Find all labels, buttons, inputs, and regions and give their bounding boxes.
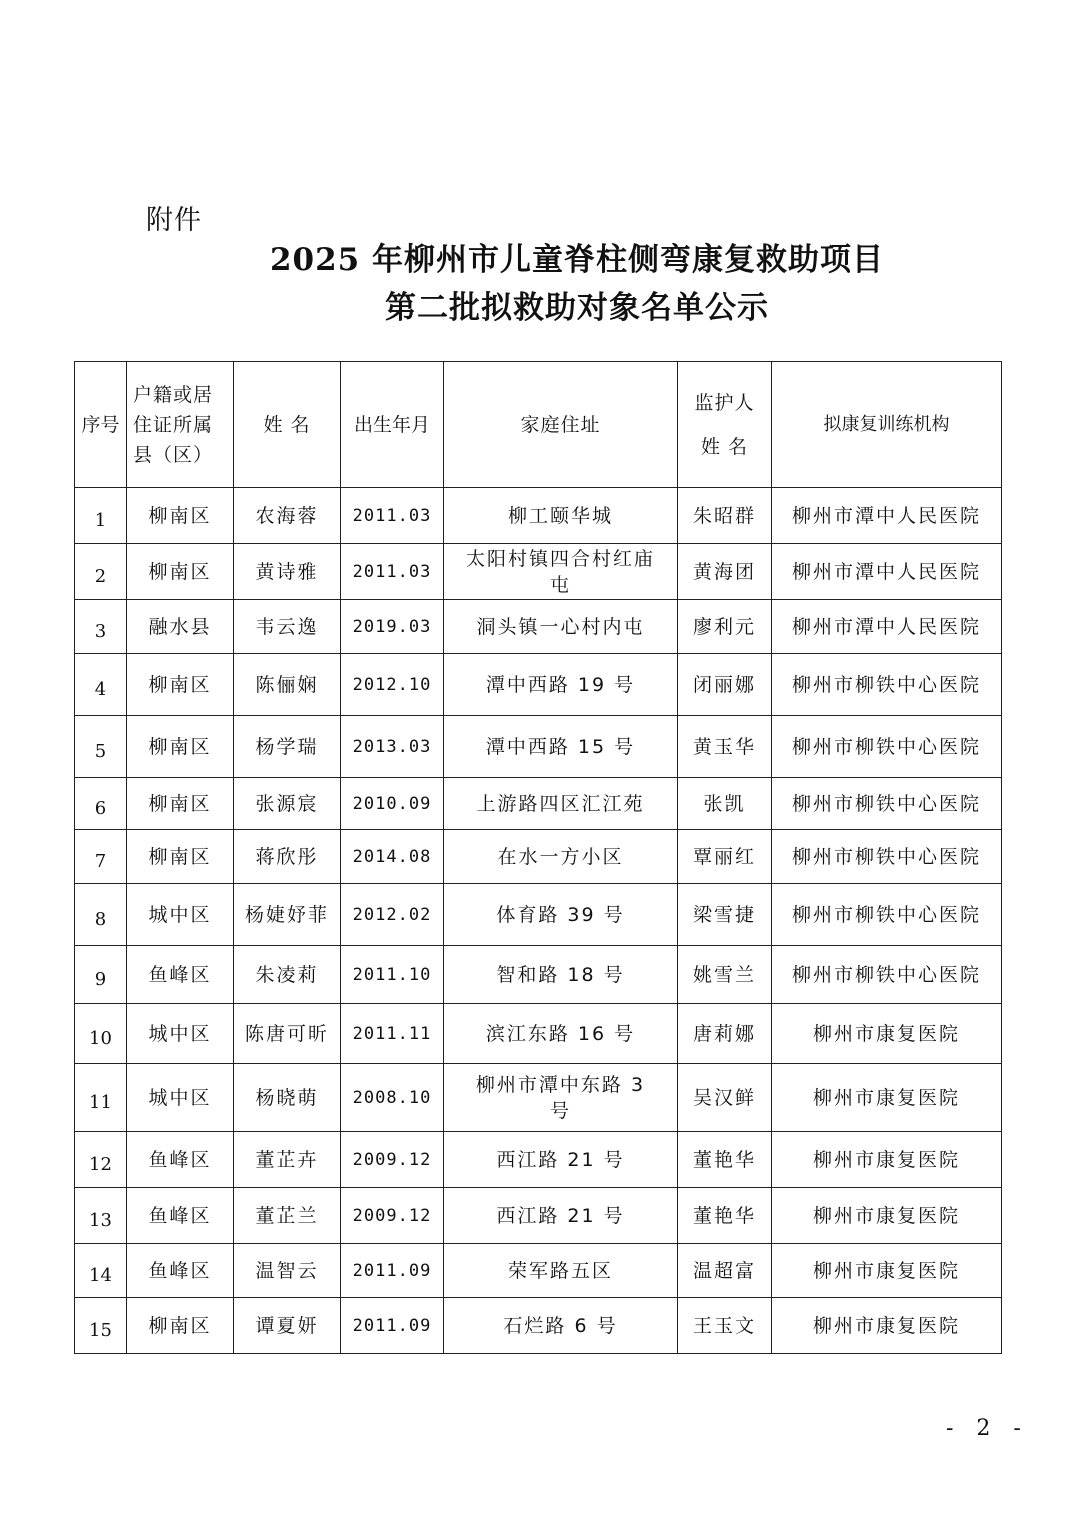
cell-name: 陈俪娴 [234,654,341,716]
cell-birth: 2012.10 [341,654,444,716]
cell-guardian: 张凯 [678,778,772,830]
cell-guardian: 董艳华 [678,1132,772,1188]
cell-county: 鱼峰区 [127,1244,234,1298]
cell-institution: 柳州市潭中人民医院 [772,600,1002,654]
cell-guardian: 闭丽娜 [678,654,772,716]
cell-index: 2 [75,544,127,600]
cell-address: 柳州市潭中东路 3 号 [444,1064,678,1132]
cell-birth: 2011.10 [341,946,444,1004]
cell-index: 9 [75,946,127,1004]
cell-index: 7 [75,830,127,884]
cell-name: 杨晓萌 [234,1064,341,1132]
cell-address: 柳工颐华城 [444,488,678,544]
cell-name: 董芷兰 [234,1188,341,1244]
header-index: 序号 [75,362,127,488]
header-birth: 出生年月 [341,362,444,488]
attachment-label: 附件 [146,205,202,236]
cell-name: 谭夏妍 [234,1298,341,1354]
cell-county: 融水县 [127,600,234,654]
cell-address: 西江路 21 号 [444,1188,678,1244]
cell-institution: 柳州市康复医院 [772,1004,1002,1064]
cell-county: 鱼峰区 [127,1132,234,1188]
table-row [75,1132,1002,1188]
table-row [75,544,1002,600]
cell-name: 农海蓉 [234,488,341,544]
title-line-1: 2025 年柳州市儿童脊柱侧弯康复救助项目 [269,242,885,278]
cell-guardian: 朱昭群 [678,488,772,544]
cell-address: 石烂路 6 号 [444,1298,678,1354]
cell-county: 柳南区 [127,654,234,716]
cell-index: 4 [75,654,127,716]
header-address: 家庭住址 [444,362,678,488]
cell-index: 5 [75,716,127,778]
cell-address: 太阳村镇四合村红庙屯 [444,544,678,600]
cell-birth: 2019.03 [341,600,444,654]
cell-institution: 柳州市康复医院 [772,1244,1002,1298]
cell-address: 荣军路五区 [444,1244,678,1298]
header-county: 户籍或居住证所属县（区） [127,362,234,488]
cell-county: 鱼峰区 [127,1188,234,1244]
cell-guardian: 董艳华 [678,1188,772,1244]
cell-county: 柳南区 [127,488,234,544]
cell-name: 张源宸 [234,778,341,830]
table-row [75,1188,1002,1244]
cell-birth: 2011.03 [341,488,444,544]
cell-institution: 柳州市潭中人民医院 [772,488,1002,544]
cell-guardian: 姚雪兰 [678,946,772,1004]
cell-index: 14 [75,1244,127,1298]
cell-address: 洞头镇一心村内屯 [444,600,678,654]
table-row [75,488,1002,544]
cell-index: 12 [75,1132,127,1188]
table-row [75,1298,1002,1354]
cell-institution: 柳州市潭中人民医院 [772,544,1002,600]
table-row [75,654,1002,716]
cell-institution: 柳州市柳铁中心医院 [772,654,1002,716]
cell-institution: 柳州市柳铁中心医院 [772,946,1002,1004]
cell-address: 在水一方小区 [444,830,678,884]
table-row [75,884,1002,946]
cell-address: 上游路四区汇江苑 [444,778,678,830]
cell-birth: 2012.02 [341,884,444,946]
cell-birth: 2013.03 [341,716,444,778]
cell-birth: 2009.12 [341,1188,444,1244]
cell-index: 3 [75,600,127,654]
cell-name: 董芷卉 [234,1132,341,1188]
table-row [75,830,1002,884]
table-row [75,1064,1002,1132]
cell-name: 杨婕妤菲 [234,884,341,946]
cell-address: 潭中西路 19 号 [444,654,678,716]
cell-county: 柳南区 [127,778,234,830]
cell-county: 柳南区 [127,1298,234,1354]
cell-guardian: 吴汉鲜 [678,1064,772,1132]
cell-birth: 2010.09 [341,778,444,830]
table-row [75,716,1002,778]
cell-institution: 柳州市柳铁中心医院 [772,830,1002,884]
cell-guardian: 唐莉娜 [678,1004,772,1064]
cell-index: 8 [75,884,127,946]
cell-guardian: 黄海团 [678,544,772,600]
cell-county: 鱼峰区 [127,946,234,1004]
cell-guardian: 王玉文 [678,1298,772,1354]
table-row [75,600,1002,654]
cell-institution: 柳州市康复医院 [772,1064,1002,1132]
header-institution: 拟康复训练机构 [772,362,1002,488]
cell-birth: 2011.09 [341,1244,444,1298]
cell-name: 陈唐可昕 [234,1004,341,1064]
cell-birth: 2009.12 [341,1132,444,1188]
page-number: - 2 - [946,1416,1029,1441]
cell-birth: 2011.11 [341,1004,444,1064]
cell-index: 13 [75,1188,127,1244]
cell-birth: 2011.09 [341,1298,444,1354]
cell-county: 城中区 [127,1004,234,1064]
cell-institution: 柳州市柳铁中心医院 [772,716,1002,778]
cell-name: 韦云逸 [234,600,341,654]
table-row [75,1244,1002,1298]
cell-index: 10 [75,1004,127,1064]
cell-address: 体育路 39 号 [444,884,678,946]
cell-address: 西江路 21 号 [444,1132,678,1188]
table-row [75,778,1002,830]
recipient-table [74,361,1002,1354]
cell-institution: 柳州市康复医院 [772,1188,1002,1244]
cell-name: 蒋欣彤 [234,830,341,884]
cell-name: 杨学瑞 [234,716,341,778]
cell-birth: 2014.08 [341,830,444,884]
cell-guardian: 廖利元 [678,600,772,654]
table-row [75,946,1002,1004]
cell-index: 11 [75,1064,127,1132]
document-title [0,236,1074,332]
cell-county: 柳南区 [127,830,234,884]
cell-name: 温智云 [234,1244,341,1298]
cell-institution: 柳州市柳铁中心医院 [772,778,1002,830]
cell-institution: 柳州市康复医院 [772,1298,1002,1354]
cell-address: 智和路 18 号 [444,946,678,1004]
cell-county: 城中区 [127,1064,234,1132]
title-line-2: 第二批拟救助对象名单公示 [385,290,769,326]
cell-index: 6 [75,778,127,830]
cell-birth: 2008.10 [341,1064,444,1132]
cell-institution: 柳州市柳铁中心医院 [772,884,1002,946]
cell-county: 城中区 [127,884,234,946]
header-name: 姓 名 [234,362,341,488]
cell-birth: 2011.03 [341,544,444,600]
table-header-row [75,362,1002,488]
cell-county: 柳南区 [127,716,234,778]
table-row [75,1004,1002,1064]
cell-index: 15 [75,1298,127,1354]
cell-guardian: 温超富 [678,1244,772,1298]
cell-guardian: 覃丽红 [678,830,772,884]
cell-county: 柳南区 [127,544,234,600]
cell-institution: 柳州市康复医院 [772,1132,1002,1188]
cell-index: 1 [75,488,127,544]
cell-address: 潭中西路 15 号 [444,716,678,778]
cell-name: 黄诗雅 [234,544,341,600]
cell-guardian: 梁雪捷 [678,884,772,946]
cell-guardian: 黄玉华 [678,716,772,778]
cell-address: 滨江东路 16 号 [444,1004,678,1064]
cell-name: 朱凌莉 [234,946,341,1004]
header-guardian: 监护人姓 名 [678,362,772,488]
